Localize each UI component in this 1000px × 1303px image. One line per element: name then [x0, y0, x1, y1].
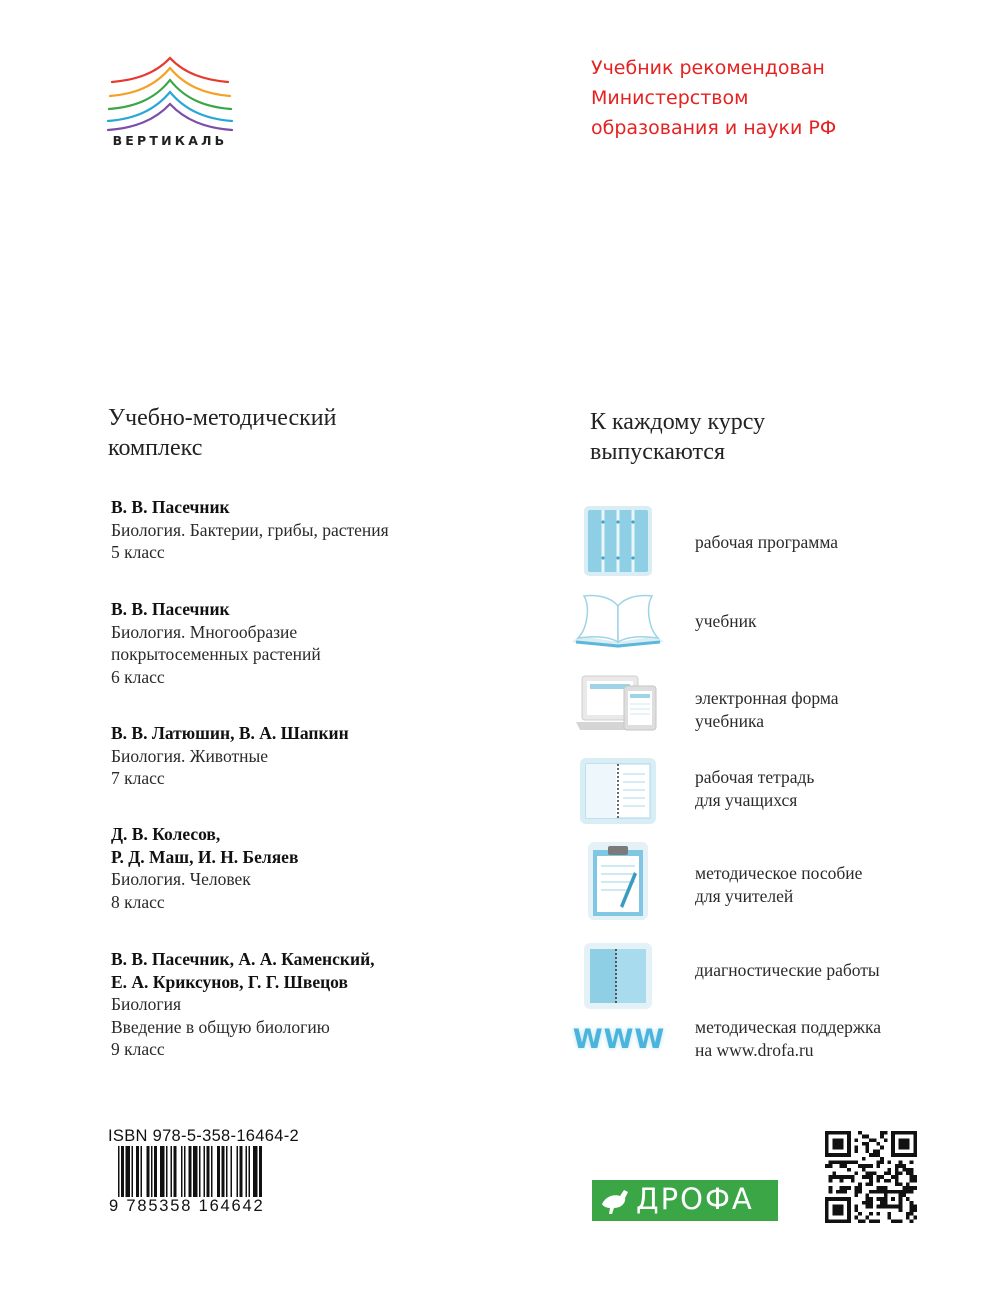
- book-entry-grade-8: [111, 823, 511, 913]
- book-grade: 8 класс: [111, 891, 165, 912]
- book-grade: 7 класс: [111, 768, 165, 788]
- label-line: на www.drofa.ru: [695, 1039, 814, 1060]
- book-grade: 9 класс: [111, 1039, 165, 1059]
- book-grade: 6 класс: [111, 666, 165, 687]
- open-book-icon: [568, 584, 668, 664]
- book-title: Биология. Многообразие: [111, 621, 298, 642]
- isbn-text: ISBN 978-5-358-16464-2: [108, 1127, 299, 1145]
- heading-line: комплекс: [108, 435, 203, 461]
- material-label: [695, 687, 955, 732]
- label-line: методическая поддержка: [695, 1017, 882, 1037]
- book-title: Введение в общую биологию: [111, 1016, 330, 1037]
- heading-line: К каждому курсу: [590, 409, 766, 435]
- logo-wordmark: ВЕРТИКАЛЬ: [112, 133, 228, 148]
- heading-line: Учебно-методический: [108, 405, 337, 431]
- notebook-icon: [568, 937, 668, 1017]
- recommendation-line: Министерством: [591, 87, 749, 109]
- www-icon: WWW: [572, 1023, 666, 1055]
- courses-heading: [590, 407, 910, 467]
- label-line: диагностические работы: [695, 960, 880, 980]
- book-authors: В. В. Латюшин, В. А. Шапкин: [111, 723, 349, 743]
- clipboard-icon: [568, 838, 668, 924]
- book-title: Биология. Человек: [111, 869, 251, 889]
- book-entry-grade-6: [111, 598, 511, 688]
- umk-heading: [108, 403, 428, 463]
- label-line: для учащихся: [695, 789, 798, 810]
- label-line: рабочая программа: [695, 532, 839, 552]
- heading-line: выпускаются: [590, 439, 725, 465]
- workbook-icon: [568, 752, 668, 832]
- recommendation-line: Учебник рекомендован: [591, 57, 825, 79]
- book-title: Биология. Животные: [111, 745, 269, 766]
- material-label: [695, 610, 955, 633]
- barcode-digits: [108, 1197, 316, 1216]
- drofa-wordmark: ДРОФА: [636, 1182, 754, 1216]
- book-entry-grade-9: [111, 948, 511, 1061]
- barcode-digits-text: 9 785358 164642: [109, 1197, 265, 1215]
- book-authors: Е. А. Криксунов, Г. Г. Швецов: [111, 971, 348, 992]
- material-label: [695, 1016, 955, 1061]
- label-line: методическое пособие: [695, 863, 863, 883]
- material-label: [695, 959, 955, 982]
- book-entry-grade-5: [111, 496, 511, 564]
- book-title: покрытосеменных растений: [111, 644, 321, 664]
- book-authors: Р. Д. Маш, И. Н. Беляев: [111, 846, 299, 867]
- book-title: Биология. Бактерии, грибы, растения: [111, 519, 389, 540]
- bustard-bird-icon: [598, 1184, 632, 1218]
- label-line: учебника: [695, 710, 764, 731]
- book-authors: В. В. Пасечник, А. А. Каменский,: [111, 949, 375, 969]
- book-grade: 5 класс: [111, 542, 165, 562]
- qr-code-icon: [825, 1131, 917, 1223]
- label-line: учебник: [695, 611, 757, 631]
- recommendation-line: образования и науки РФ: [591, 117, 837, 139]
- label-line: электронная форма: [695, 688, 839, 708]
- binder-icon: [568, 502, 668, 582]
- ministry-recommendation: [591, 53, 931, 143]
- book-entry-grade-7: [111, 722, 511, 790]
- material-label: [695, 862, 955, 907]
- material-label: [695, 531, 955, 554]
- material-label: [695, 766, 955, 811]
- devices-icon: [568, 666, 668, 746]
- label-line: для учителей: [695, 885, 794, 906]
- book-authors: Д. В. Колесов,: [111, 824, 221, 844]
- book-title: Биология: [111, 994, 182, 1014]
- book-authors: В. В. Пасечник: [111, 497, 230, 517]
- label-line: рабочая тетрадь: [695, 767, 815, 787]
- book-authors: В. В. Пасечник: [111, 599, 230, 619]
